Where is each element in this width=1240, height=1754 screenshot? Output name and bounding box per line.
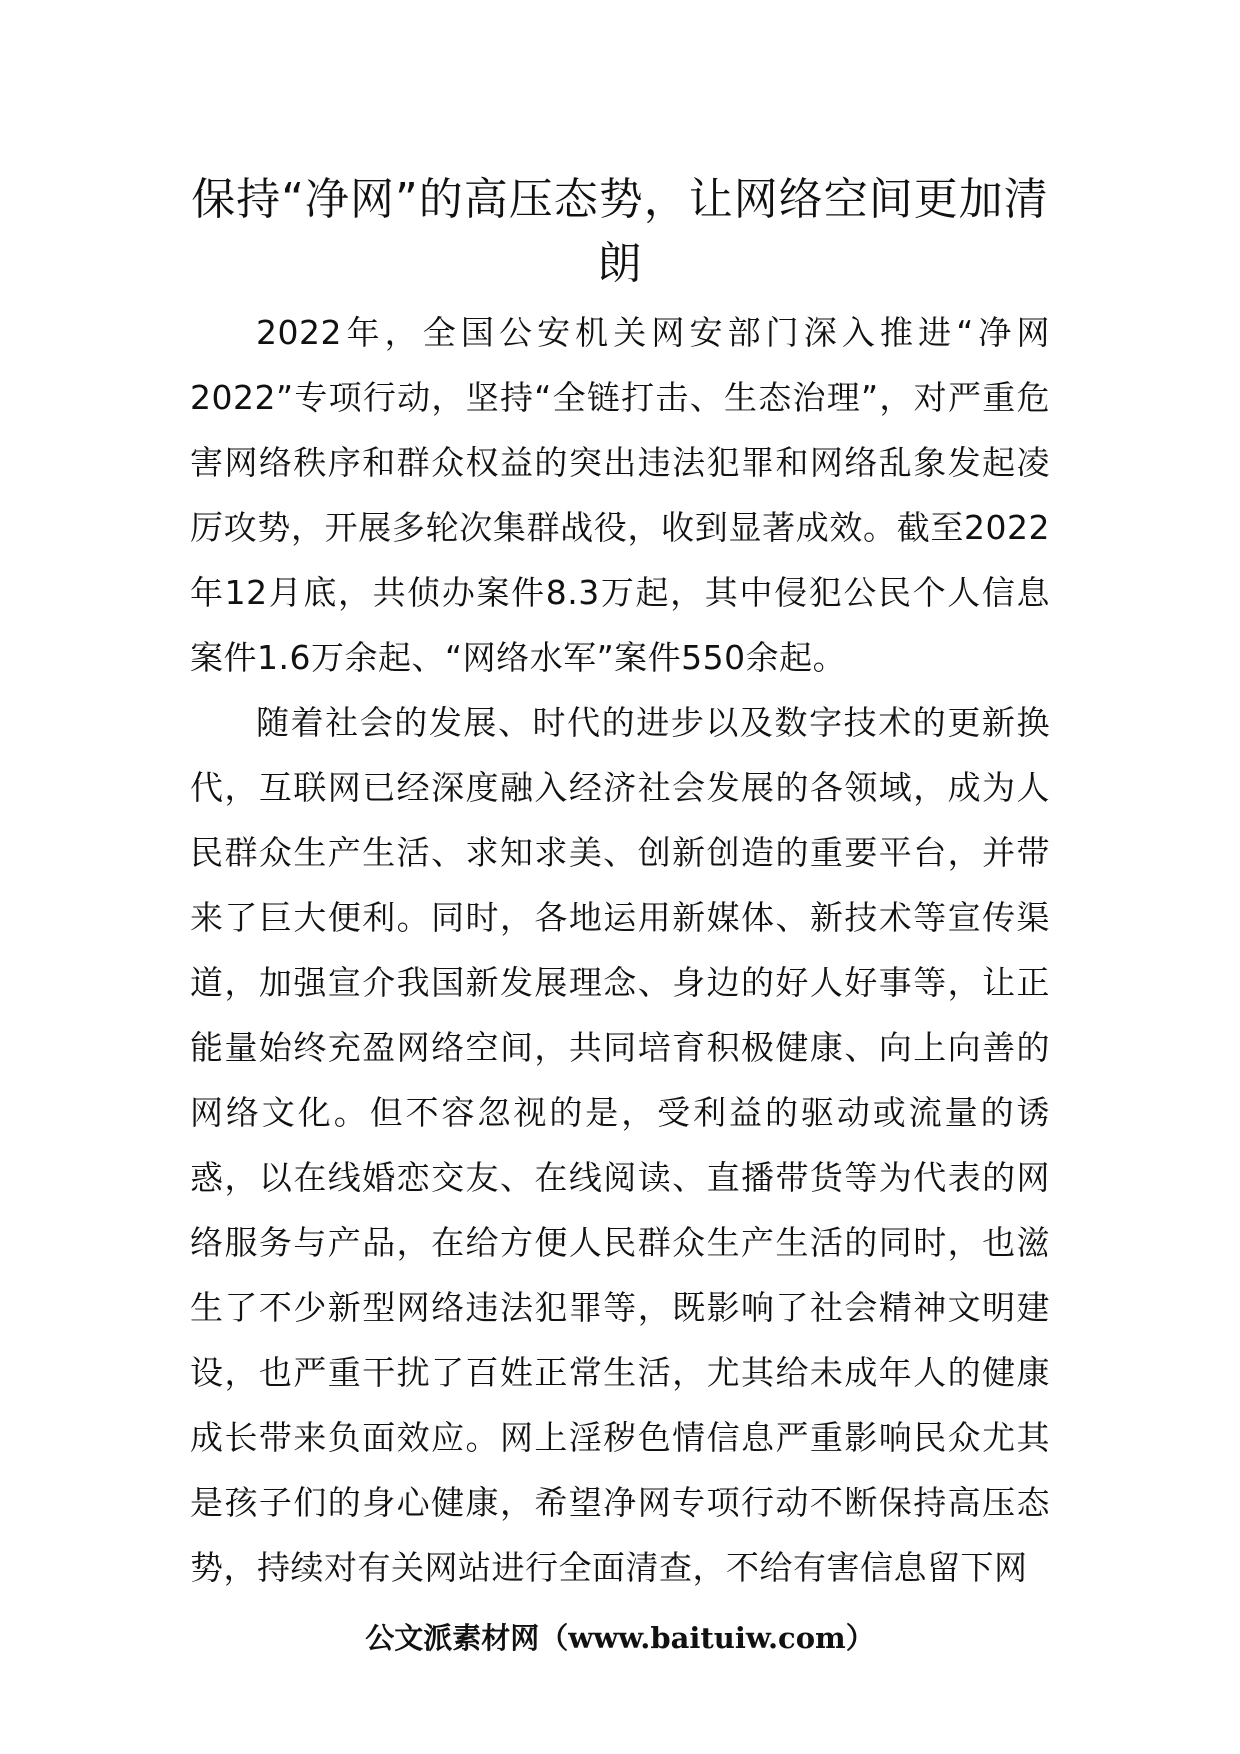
document-title: 保持“净网”的高压态势，让网络空间更加清朗 [191, 174, 1049, 289]
footer-watermark: 公文派素材网（www.baituiw.com） [365, 1621, 875, 1655]
paragraph-1: 2022年，全国公安机关网安部门深入推进“净网2022”专项行动，坚持“全链打击、生态治理”，对严重危害网络秩序和群众权益的突出违法犯罪和网络乱象发起凌厉攻势，开展多轮次集群战役，收到显著成效。截至2022年12月底，共侦办案件8.3万起，其中侵犯公民个人信息案件1.6万余起、“网络水军”案件550余起。 [190, 313, 1050, 677]
paragraph-2: 随着社会的发展、时代的进步以及数字技术的更新换代，互联网已经深度融入经济社会发展的各领域，成为人民群众生产生活、求知求美、创新创造的重要平台，并带来了巨大便利。同时，各地运用新媒体、新技术等宣传渠道，加强宣介我国新发展理念、身边的好人好事等，让正能量始终充盈网络空间，共同培育积极健康、向上向善的网络文化。但不容忽视的是，受利益的驱动或流量的诱惑，以在线婚恋交友、在线阅读、直播带货等为代表的网络服务与产品，在给方便人民群众生产生活的同时，也滋生了不少新型网络违法犯罪等，既影响了社会精神文明建设，也严重干扰了百姓正常生活，尤其给未成年人的健康成长带来负面效应。网上淫秽色情信息严重影响民众尤其是孩子们的身心健康，希望净网专项行动不断保持高压态势，持续对有关网站进行全面清查，不给有害信息留下网 [190, 703, 1050, 1587]
document-body [190, 300, 1050, 1600]
